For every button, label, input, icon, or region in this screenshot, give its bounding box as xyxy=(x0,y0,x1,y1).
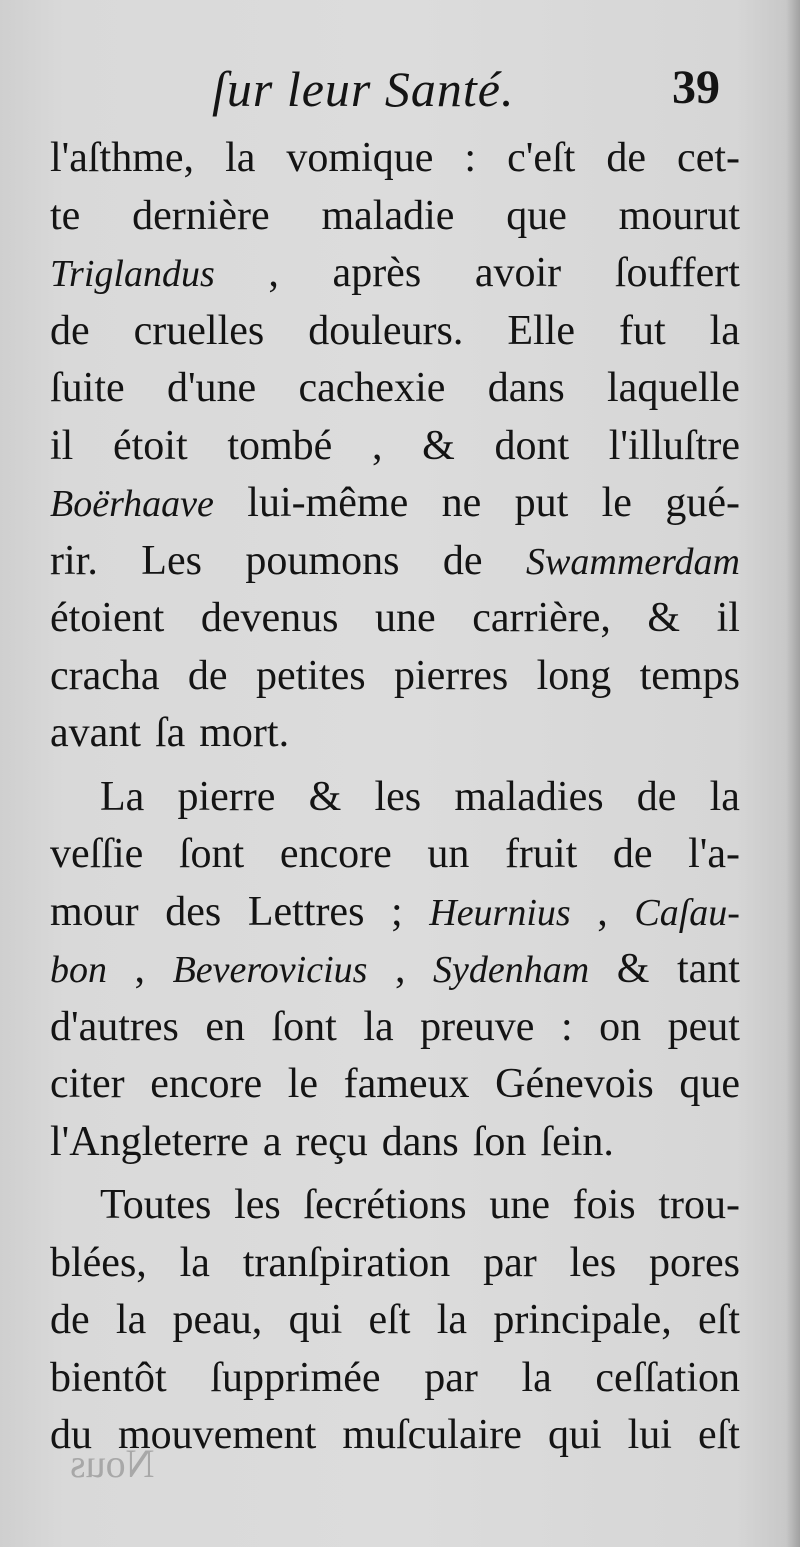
word: pores xyxy=(649,1239,740,1286)
word: la xyxy=(709,307,740,354)
word: qui xyxy=(288,1297,343,1343)
text-line xyxy=(50,1177,740,1233)
word: dernière xyxy=(132,192,270,239)
word: avoir xyxy=(474,250,562,296)
word: , xyxy=(597,888,608,935)
word: ceſſation xyxy=(595,1354,740,1401)
word: mort. xyxy=(199,710,290,756)
word: encore xyxy=(279,831,392,877)
text-line xyxy=(50,648,740,704)
word: muſculaire xyxy=(342,1412,522,1458)
word: dans xyxy=(381,1118,459,1165)
text-line xyxy=(50,533,740,589)
word: maladies xyxy=(454,773,604,820)
word: ſuite xyxy=(50,365,125,411)
word: & xyxy=(616,946,650,992)
word: tombé xyxy=(227,422,333,469)
text-line xyxy=(50,705,740,761)
text-line xyxy=(50,418,740,474)
word: carrière, xyxy=(472,595,611,641)
word: de xyxy=(442,537,483,584)
text-line xyxy=(50,1235,740,1291)
word: après xyxy=(332,250,422,296)
word: laquelle xyxy=(607,365,740,411)
text-line xyxy=(50,1056,740,1112)
word: blées, xyxy=(50,1239,147,1286)
word: Génevois xyxy=(495,1061,654,1107)
word: principale, xyxy=(493,1297,672,1343)
word: & xyxy=(308,773,342,820)
word: l'Angleterre xyxy=(50,1118,249,1165)
word: & xyxy=(647,595,681,641)
text-line xyxy=(50,1292,740,1348)
word: Heurnius xyxy=(429,891,571,934)
text-line xyxy=(50,826,740,882)
word: Lettres xyxy=(247,888,365,935)
word: la xyxy=(225,135,256,181)
word: eſt xyxy=(698,1297,740,1343)
word: d'autres xyxy=(50,1003,179,1050)
word: avant xyxy=(50,710,141,756)
word: mouvement xyxy=(118,1412,317,1458)
text-line xyxy=(50,303,740,359)
word: fois xyxy=(572,1182,636,1228)
word: cachexie xyxy=(298,365,446,411)
word: Swammerdam xyxy=(526,540,740,583)
word: c'eſt xyxy=(507,135,576,181)
word: , xyxy=(134,946,146,992)
word: citer xyxy=(50,1061,125,1107)
word: Caſau- xyxy=(634,891,740,934)
word: rir. xyxy=(50,537,98,584)
word: maladie xyxy=(321,192,455,239)
word: ; xyxy=(391,888,403,935)
word: fut xyxy=(618,307,666,354)
running-title: ſur leur Santé. xyxy=(212,61,515,117)
word: un xyxy=(427,831,470,877)
word: la xyxy=(363,1003,394,1050)
word: dans xyxy=(487,365,565,411)
word: une xyxy=(489,1182,550,1228)
word: bientôt xyxy=(50,1354,167,1401)
word: , xyxy=(394,946,406,992)
text-line xyxy=(50,1350,740,1406)
word: gué- xyxy=(665,480,740,526)
word: Beverovicius xyxy=(172,949,368,991)
word: peau, xyxy=(172,1297,263,1343)
text-line xyxy=(50,999,740,1055)
text-line xyxy=(50,475,740,531)
text-line xyxy=(50,769,740,825)
word: douleurs. xyxy=(308,307,464,354)
word: , xyxy=(268,250,279,296)
word: la xyxy=(436,1297,468,1343)
word: de xyxy=(187,652,228,699)
word: de xyxy=(50,307,90,354)
text-line xyxy=(50,884,740,940)
word: La xyxy=(100,773,145,820)
text-line xyxy=(50,1114,740,1170)
word: long xyxy=(536,652,612,699)
word: tranſpiration xyxy=(242,1239,451,1286)
text-line xyxy=(50,130,740,186)
word: la xyxy=(521,1354,552,1401)
text-line xyxy=(50,188,740,244)
word: les xyxy=(374,773,422,820)
word: Les xyxy=(141,537,202,584)
word: des xyxy=(165,888,222,935)
word: ſon xyxy=(472,1118,527,1165)
word: l'aſthme, xyxy=(50,135,195,181)
word: l'a- xyxy=(688,831,740,877)
text-line xyxy=(50,941,740,997)
word: encore xyxy=(150,1061,263,1107)
word: Triglandus xyxy=(50,253,215,295)
word: les xyxy=(569,1239,617,1286)
word: & xyxy=(422,422,455,469)
word: par xyxy=(424,1354,478,1401)
text-line xyxy=(50,360,740,416)
word: de xyxy=(606,135,647,181)
page-header xyxy=(0,58,800,128)
word: put xyxy=(514,480,569,526)
word: : xyxy=(560,1003,573,1050)
word: le xyxy=(287,1061,318,1107)
word: preuve xyxy=(420,1003,535,1050)
word: : xyxy=(464,135,477,181)
word: la xyxy=(115,1297,147,1343)
word: il xyxy=(50,422,74,469)
word: que xyxy=(506,192,567,239)
bleed-through-text: Nous xyxy=(70,1441,155,1486)
word: cet- xyxy=(677,135,740,181)
word: pierre xyxy=(177,773,276,820)
word: poumons xyxy=(245,537,400,584)
page-number: 39 xyxy=(672,61,720,114)
word: ſecrétions xyxy=(303,1182,467,1228)
word: peut xyxy=(667,1003,740,1050)
word: étoit xyxy=(113,422,188,469)
word: ſa xyxy=(154,710,186,756)
text-line xyxy=(50,245,740,301)
word: mourut xyxy=(618,192,740,239)
word: il xyxy=(716,595,740,641)
word: Elle xyxy=(507,307,575,354)
word: l'illuſtre xyxy=(608,422,740,469)
word: la xyxy=(179,1239,210,1286)
word: te xyxy=(50,192,81,239)
word: de xyxy=(636,773,677,820)
word: temps xyxy=(639,652,740,699)
word: reçu xyxy=(295,1118,368,1165)
word: les xyxy=(234,1182,281,1228)
word: que xyxy=(679,1061,740,1107)
word: eſt xyxy=(697,1412,740,1458)
word: ſont xyxy=(178,831,245,877)
word: de xyxy=(612,831,653,877)
word: fruit xyxy=(504,831,578,877)
word: de xyxy=(50,1297,90,1343)
word: dont xyxy=(494,422,570,469)
word: veſſie xyxy=(50,831,144,877)
word: la xyxy=(709,773,740,820)
word: Boërhaave xyxy=(50,483,214,525)
word: lui xyxy=(627,1412,672,1458)
word: une xyxy=(375,595,436,641)
word: petites xyxy=(255,652,366,699)
body-text xyxy=(50,130,740,1470)
word: Sydenham xyxy=(433,949,590,991)
word: lui-même xyxy=(247,480,409,526)
text-line xyxy=(50,590,740,646)
word: étoient xyxy=(50,595,165,641)
word: cruelles xyxy=(133,307,265,354)
word: cracha xyxy=(50,652,160,699)
word: pierres xyxy=(393,652,509,699)
word: Toutes xyxy=(100,1182,212,1228)
word: du xyxy=(50,1412,92,1458)
word: , xyxy=(371,422,383,469)
word: ſupprimée xyxy=(210,1354,381,1401)
word: eſt xyxy=(368,1297,411,1343)
word: ſein. xyxy=(540,1118,614,1165)
word: tant xyxy=(676,946,740,992)
word: fameux xyxy=(343,1061,470,1107)
word: le xyxy=(601,480,632,526)
word: bon xyxy=(50,949,107,991)
word: a xyxy=(262,1118,282,1165)
word: en xyxy=(205,1003,246,1050)
word: ſont xyxy=(271,1003,337,1050)
word: ſouffert xyxy=(614,250,740,296)
word: mour xyxy=(50,888,139,935)
word: ne xyxy=(441,480,482,526)
word: on xyxy=(599,1003,642,1050)
word: d'une xyxy=(166,365,257,411)
word: par xyxy=(483,1239,537,1286)
word: trou- xyxy=(658,1182,740,1228)
word: vomique xyxy=(286,135,434,181)
word: devenus xyxy=(200,595,339,641)
word: qui xyxy=(547,1412,602,1458)
